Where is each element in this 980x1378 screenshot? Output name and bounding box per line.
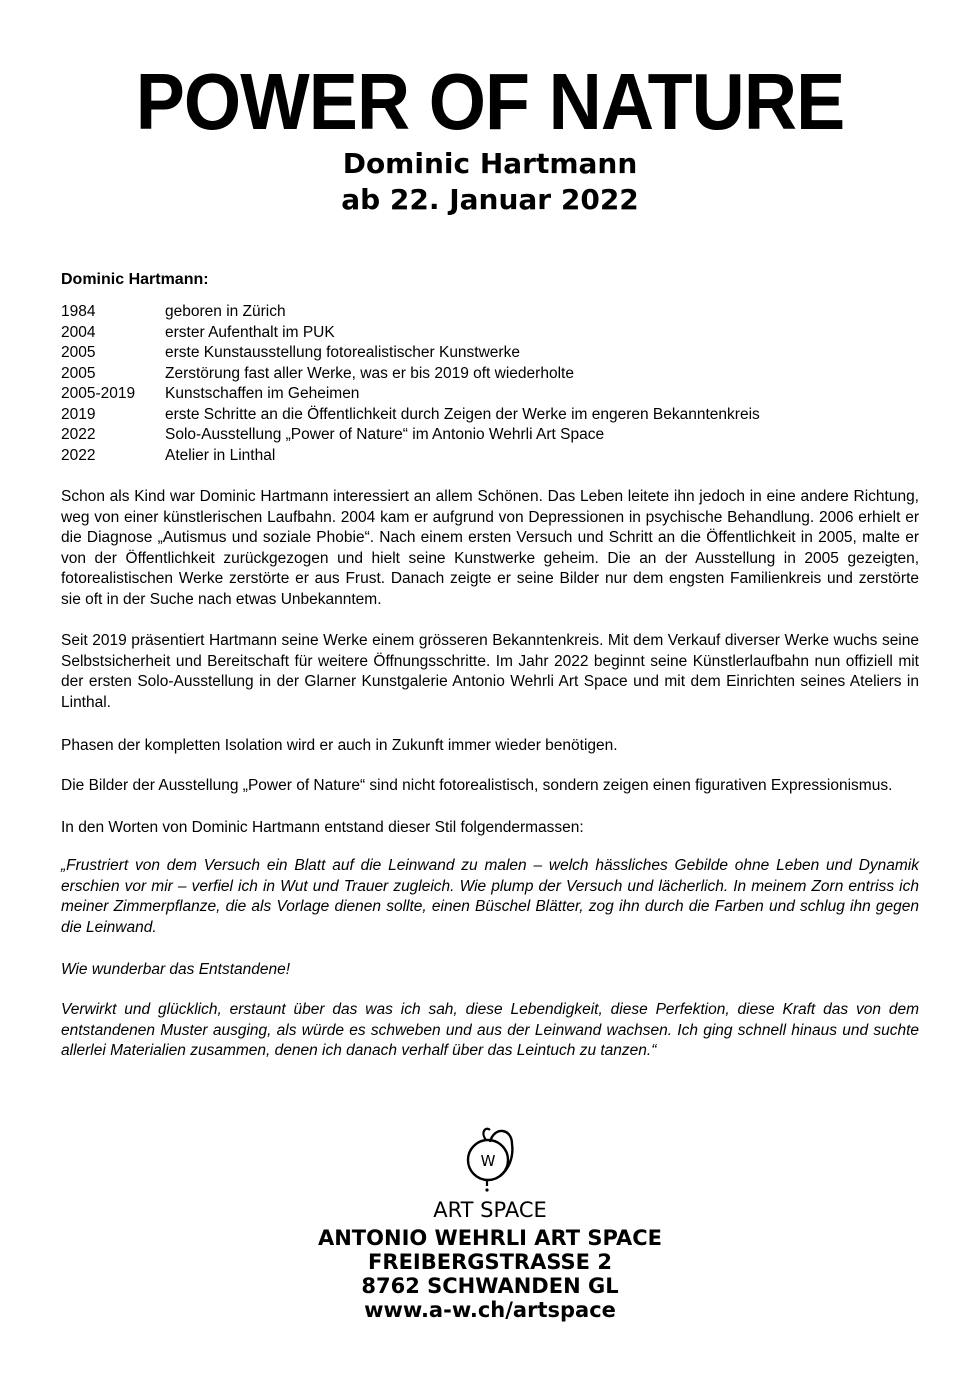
footer-gallery-name: ANTONIO WEHRLI ART SPACE [317,1226,663,1250]
timeline-row [61,446,919,467]
timeline-text: erste Schritte an die Öffentlichkeit durch Zeigen der Werke im engeren Bekanntenkreis [165,405,760,423]
timeline-year: 2022 [61,426,96,443]
bio-paragraph-childhood: Schon als Kind war Dominic Hartmann interessiert an allem Schönen. Das Leben leitete ihn jedoch in eine andere Richtung, weg von einer künstlerischen Laufbahn. 2004 kam er aufgrund von Depressionen in psychische Behandlung. 2006 erhielt er die Diagnose „Autismus und soziale Phobie“. Nach einem ersten Versuch und Schritt an die Öffentlichkeit in 2005, malte er von der Öffentlichkeit zurückgezogen und hielt seine Kunstwerke geheim. Die an der Ausstellung in 2005 gezeigten, fotorealistischen Werke zerstörte er aus Frust. Danach zeigte er seine Bilder nur dem engsten Familienkreis und zerstörte sie oft in der Suche nach etwas Unbekanntem. [61,488,919,608]
exhibition-date: ab 22. Januar 2022 [341,183,639,216]
timeline-text: Atelier in Linthal [165,446,276,464]
poster-title: POWER OF NATURE [135,57,845,146]
timeline-row [61,364,919,385]
timeline-year: 2005-2019 [61,385,136,402]
footer-street: FREIBERGSTRASSE 2 [368,1250,612,1274]
bio-paragraph-since-2019: Seit 2019 präsentiert Hartmann seine Werke einem grösseren Bekanntenkreis. Mit dem Verkauf diverser Werke wuchs seine Selbstsicherheit und Bereitschaft für weitere Öffnungsschritte. Im Jahr 2022 beginnt seine Künstlerlaufbahn nun offiziell mit der ersten Solo-Ausstellung in der Glarner Kunstgalerie Antonio Wehrli Art Space und mit dem Einrichten seines Ateliers in Linthal. [61,632,919,711]
timeline-row [61,405,919,426]
timeline-row [61,425,919,446]
bio-timeline [61,302,919,466]
logo-letter: W [480,1152,496,1170]
timeline-text: erster Aufenthalt im PUK [165,323,335,341]
artist-quote-part-2: Wie wunderbar das Entstandene! [61,961,291,978]
footer-website: www.a-w.ch/artspace [364,1298,616,1322]
timeline-year: 2005 [61,364,96,382]
timeline-year: 2019 [61,405,96,423]
artist-quote-part-3: Verwirkt und glücklich, erstaunt über das was ich sah, diese Lebendigkeit, diese Perfektion, diese Kraft das von dem entstandenen Muster ausging, als würde es schweben und aus der Leinwand wachsen. Ich ging schnell hinaus und suchte allerlei Materialien zusammen, denen ich danach verhalf über das Leintuch zu tanzen.“ [61,1001,919,1059]
art-space-logo-icon [460,1124,520,1194]
timeline-year: 2022 [61,446,96,464]
timeline-year: 2004 [61,323,96,341]
timeline-row [61,323,919,344]
timeline-year: 1984 [61,303,96,320]
footer-city: 8762 SCHWANDEN GL [361,1274,619,1298]
bio-heading: Dominic Hartmann: [61,271,209,288]
timeline-row [61,384,919,405]
artist-name: Dominic Hartmann [342,147,638,180]
timeline-text: geboren in Zürich [165,303,286,320]
footer-art-space: ART SPACE [433,1198,547,1222]
artist-quote-part-1: „Frustriert von dem Versuch ein Blatt auf die Leinwand zu malen – welch hässliches Gebilde ohne Leben und Dynamik erschien vor mir – verfiel ich in Wut und Trauer zugleich. Wie plump der Versuch und lächerlich. In meinem Zorn entriss ich meiner Zimmerpflanze, die als Vorlage dienen sollte, einen Büschel Blätter, zog ihn durch die Farben und schlug ihn gegen die Leinwand. [61,857,919,936]
timeline-text: Solo-Ausstellung „Power of Nature“ im Antonio Wehrli Art Space [165,426,605,443]
timeline-text: Kunstschaffen im Geheimen [165,385,360,402]
timeline-row [61,302,919,323]
timeline-text: erste Kunstausstellung fotorealistischer Kunstwerke [165,344,520,361]
timeline-row [61,343,919,364]
bio-paragraph-isolation: Phasen der kompletten Isolation wird er auch in Zukunft immer wieder benötigen. [61,737,618,754]
quote-intro: In den Worten von Dominic Hartmann entstand dieser Stil folgendermassen: [61,819,584,836]
timeline-text: Zerstörung fast aller Werke, was er bis 2019 oft wiederholte [165,364,574,382]
exhibition-description: Die Bilder der Ausstellung „Power of Nature“ sind nicht fotorealistisch, sondern zeigen einen figurativen Expressionismus. [61,777,893,794]
timeline-year: 2005 [61,344,96,361]
